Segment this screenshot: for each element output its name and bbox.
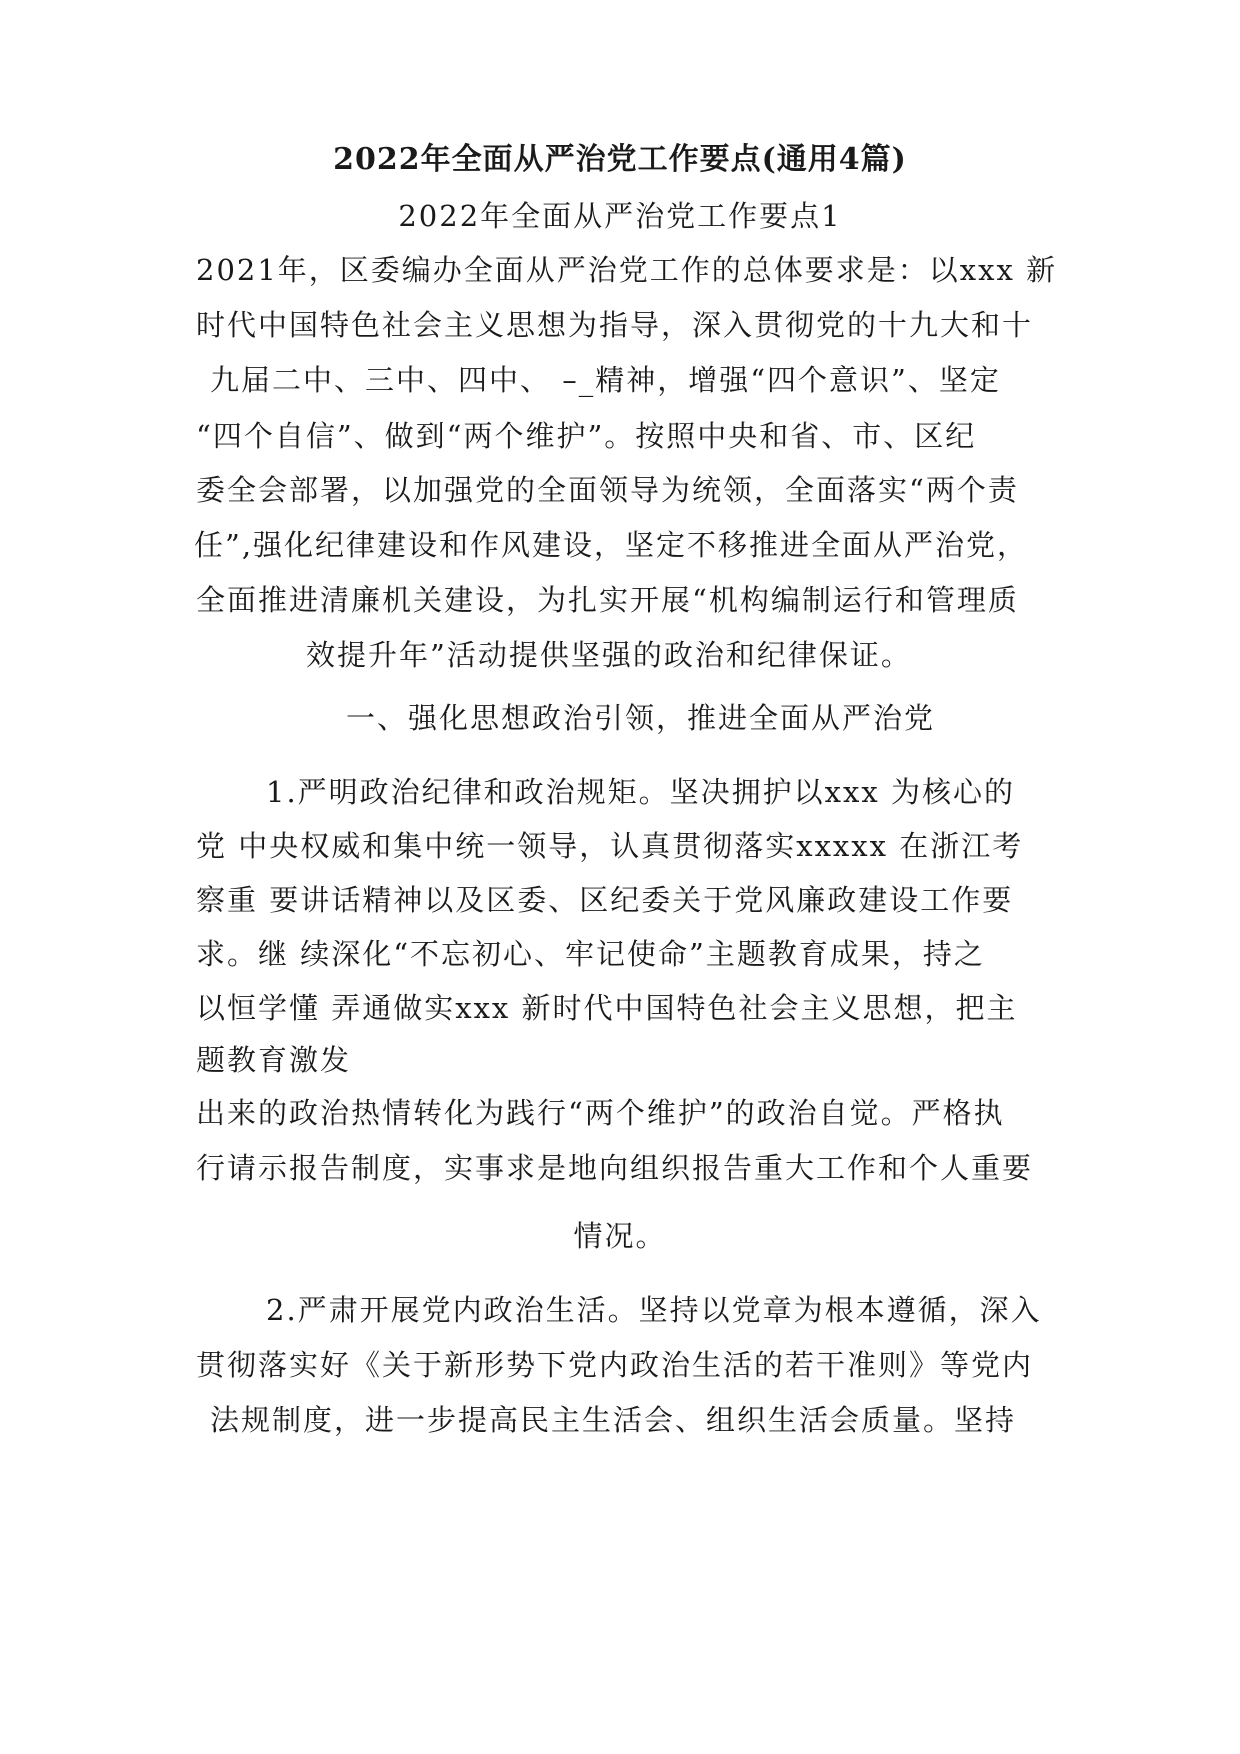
item-line: 1.严明政治纪律和政治规矩。坚决拥护以xxx 为核心的 xyxy=(266,775,1015,809)
item-line: 出来的政治热情转化为践行“两个维护”的政治自觉。严格执 xyxy=(196,1096,1005,1130)
item-line: 求。继 续深化“不忘初心、牢记使命”主题教育成果，持之 xyxy=(196,937,985,971)
intro-line: 2021年，区委编办全面从严治党工作的总体要求是：以xxx 新 xyxy=(196,253,1058,287)
intro-line: 全面推进清廉机关建设，为扎实开展“机构编制运行和管理质 xyxy=(196,583,1019,617)
document-title: 2022年全面从严治党工作要点(通用4篇) xyxy=(333,142,907,177)
item-line: 题教育激发 xyxy=(196,1043,352,1077)
intro-line: 九届二中、三中、四中、 –_精神，增强“四个意识”、坚定 xyxy=(210,363,1001,397)
item-line: 行请示报告制度，实事求是地向组织报告重大工作和个人重要 xyxy=(196,1151,1034,1185)
item-line: 党 中央权威和集中统一领导，认真贯彻落实xxxxx 在浙江考 xyxy=(196,829,1024,863)
intro-line: 任”,强化纪律建设和作风建设，坚定不移推进全面从严治党， xyxy=(194,528,1029,562)
intro-line: 委全会部署，以加强党的全面领导为统领，全面落实“两个责 xyxy=(196,473,1019,507)
item-line: 以恒学懂 弄通做实xxx 新时代中国特色社会主义思想，把主 xyxy=(196,991,1018,1025)
intro-line: “四个自信”、做到“两个维护”。按照中央和省、市、区纪 xyxy=(196,419,977,453)
item-line: 察重 要讲话精神以及区委、区纪委关于党风廉政建设工作要 xyxy=(196,883,1014,917)
document-subtitle: 2022年全面从严治党工作要点1 xyxy=(398,199,842,233)
intro-line: 时代中国特色社会主义思想为指导，深入贯彻党的十九大和十 xyxy=(196,308,1034,342)
intro-line: 效提升年”活动提供坚强的政治和纪律保证。 xyxy=(306,638,912,672)
item-line: 贯彻落实好《关于新形势下党内政治生活的若干准则》等党内 xyxy=(196,1348,1034,1382)
item-line: 2.严肃开展党内政治生活。坚持以党章为根本遵循，深入 xyxy=(266,1293,1042,1327)
section-heading: 一、强化思想政治引领，推进全面从严治党 xyxy=(346,701,936,735)
item-line: 法规制度，进一步提高民主生活会、组织生活会质量。坚持 xyxy=(210,1403,1017,1437)
item-line: 情况。 xyxy=(573,1219,667,1253)
